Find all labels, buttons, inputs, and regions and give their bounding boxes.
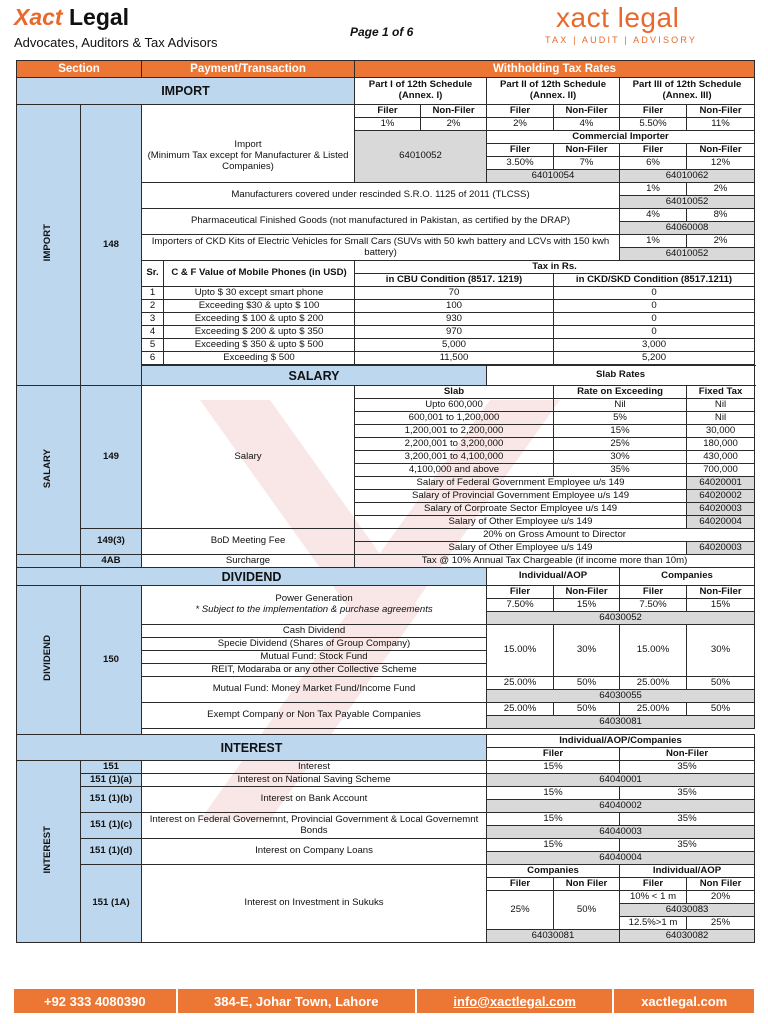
table-row: 4,100,000 and above 35% 700,000 [17, 464, 755, 477]
table-row: 6 Exceeding $ 500 11,500 5,200 [17, 352, 755, 365]
logo-xact-text: Xact [14, 4, 63, 30]
bod-label: BoD Meeting Fee [142, 529, 355, 555]
bod-section-no: 149(3) [81, 529, 142, 555]
table-row: Salary of Other Employee u/s 149 64020004 [17, 516, 755, 529]
part1-header: Part I of 12th Schedule (Annex. I) [355, 78, 487, 105]
footer-phone[interactable]: +92 333 4080390 [14, 989, 176, 1013]
power-generation-label: Power Generation * Subject to the implementation & purchase agreements [142, 586, 487, 625]
table-row: 2 Exceeding $30 & upto $ 100 100 0 [17, 300, 755, 313]
import-main-label: Import (Minimum Tax except for Manufacturer & Listed Companies) [142, 131, 355, 183]
salary-title: SALARY [142, 366, 487, 386]
sukuk-label: Interest on Investment in Sukuks [142, 865, 487, 943]
phones-value-header: C & F Value of Mobile Phones (in USD) [164, 261, 355, 287]
footer-email-link[interactable]: info@xactlegal.com [417, 989, 612, 1013]
surcharge-section-no: 4AB [81, 555, 142, 568]
contact-footer [14, 989, 754, 1013]
table-row: 3,200,001 to 4,100,000 30% 430,000 [17, 451, 755, 464]
salary-label: Salary [142, 386, 355, 529]
footer-address: 384-E, Johar Town, Lahore [178, 989, 415, 1013]
brand-logo [14, 4, 129, 31]
import-row-label: Manufacturers covered under rescinded S.R.O. 1125 of 2011 (TLCSS) [142, 183, 620, 209]
table-row: Salary of Corproate Sector Employee u/s 149 64020003 [17, 503, 755, 516]
import-main-code: 64010052 [355, 131, 487, 183]
table-row: Upto 600,000 Nil Nil [17, 399, 755, 412]
import-row-label: Importers of CKD Kits of Electric Vehicles for Small Cars (SUVs with 50 kwh battery and LCVs with 150 kwh battery) [142, 235, 620, 261]
header-payment: Payment/Transaction [142, 61, 355, 78]
right-logo: xact legal [556, 2, 680, 33]
salary-section-no: 149 [81, 386, 142, 529]
import-title: IMPORT [17, 78, 355, 105]
table-row: 600,001 to 1,200,000 5% Nil [17, 412, 755, 425]
right-logo-tagline: TAX | AUDIT | ADVISORY [545, 35, 698, 45]
import-section-no: 148 [81, 105, 142, 386]
surcharge-label: Surcharge [142, 555, 355, 568]
table-row: Salary of Provincial Government Employee u/s 149 64020002 [17, 490, 755, 503]
dividend-title: DIVIDEND [17, 568, 487, 586]
salary-vertical-label: SALARY [17, 386, 81, 555]
page-header [0, 0, 768, 58]
table-row: 1 Upto $ 30 except smart phone 70 0 [17, 287, 755, 300]
table-row: 5 Exceeding $ 350 & upto $ 500 5,000 3,000 [17, 339, 755, 352]
commercial-importer-header: Commercial Importer [487, 131, 755, 144]
withholding-tax-table: Section Payment/Transaction Withholding Tax Rates IMPORT Part I of 12th Schedule (Annex. I) Part II of 12th Schedule (Annex. II) Part III of 12th Schedule (Annex. III) IMPORT 148 Filer Non-Filer Filer Non-Filer Filer Non-Filer 1% 2% 2% 4% 5.50% 11% Import (Minimum Tax except for Manufacturer & Listed Companies) 64010052 Commercial Importer Filer Non-Filer Filer Non-Filer 3.50% 7% 6% 12% 64010054 64010062 Manufacturers covered under rescinded S.R.O. 1125 of 2011 (TLCSS) 1% 2% 64010052 Pharmaceutical Finished Goods (not manufactured in Pakistan, as certified by the DRAP) 4% 8% 64060008 Importers of CKD Kits of Electric Vehicles for Small Cars (SUVs with 50 kwh battery and LCVs with 150 kwh battery) 1% 2% 64010052 Sr. C & F Value of Mobile Phones (in USD) Tax in Rs. in CBU Condition (8517. 1219) in CKD/SKD Condition (8517.1211) 1 Upto $ 30 except smart phone 70 0 2 Exceeding $30 & upto $ 100 100 0 3 Exceeding $ 100 & upto $ 200 930 0 4 Exceeding $ 200 & upto $ 350 970 0 5 Exceeding $ 350 & upto $ 500 5,000 3,000 6 Exceeding $ 500 11,500 5,200 SALARY Slab Rates SALARY 149 Salary Slab Rate on Exceeding Fixed Tax Upto 600,000 Nil Nil 600,001 to 1,200,000 5% Nil 1,200,001 to 2,200,000 15% 30,000 2,200,001 to 3,200,000 25% 180,000 3,200,001 to 4,100,000 30% 430,000 4,100,000 and above 35% 700,000 Salary of Federal Government Employee u/s 149 64020001 Salary of Provincial Government Employee u/s 149 64020002 Salary of Corproate Sector Employee u/s 149 64020003 Salary of Other Employee u/s 149 64020004 149(3) BoD Meeting Fee 20% on Gross Amount to Director Salary of Other Employee u/s 149 64020003 4AB Surcharge Tax @ 10% Annual Tax Chargeable (if income more than 10m) DIVIDEND Individual/AOP Companies DIVIDEND 150 Power Generation * Subject to the implementation & purchase agreements Filer Non-Filer Filer Non-Filer 7.50% 15% 7.50% 15% 64030052 Cash Dividend 15.00% 30% 15.00% 30% Specie Dividend (Shares of Group Company) Mutual Fund: Stock Fund REIT, Modaraba or any other Collective Scheme Mutual Fund: Money Market Fund/Income Fund 25.00% 50% 25.00% 50% 64030055 Exempt Company or Non Tax Payable Companies 25.00% 50% 25.00% 50% 64030081 INTEREST Individual/AOP/Companies Filer Non-Filer INTEREST 151 Interest 15% 35% 151 (1)(a) Interest on National Saving Scheme 64040001 151 (1)(b) Interest on Bank Account 15% 35% 64040002 151 (1)(c) Interest on Federal Governemnt, Provincial Government & Local Governemnt Bonds 15% 35% 64040003 151 (1)(d) Interest on Company Loans 15% 35% 64040004 151 (1A) Interest on Investment in Sukuks Companies Individual/AOP Filer Non Filer Filer Non Filer 25% 50% 10% < 1 m 20% 64030083 12.5%>1 m 25% 64030081 64030082 [16, 60, 755, 943]
table-row: 1,200,001 to 2,200,000 15% 30,000 [17, 425, 755, 438]
bod-rate: 20% on Gross Amount to Director [355, 529, 755, 542]
dividend-vertical-label: DIVIDEND [17, 586, 81, 735]
interest-title: INTEREST [17, 735, 487, 761]
dividend-section-no: 150 [81, 586, 142, 735]
page-number: Page 1 of 6 [350, 25, 414, 39]
slab-rates-header: Slab Rates [487, 366, 755, 386]
phones-tax-header: Tax in Rs. [355, 261, 755, 274]
sukuk-section-no: 151 (1A) [81, 865, 142, 943]
part3-header: Part III of 12th Schedule (Annex. III) [620, 78, 755, 105]
footer-website-link[interactable]: xactlegal.com [614, 989, 754, 1013]
interest-vertical-label: INTEREST [17, 761, 81, 943]
phones-sr-header: Sr. [142, 261, 164, 287]
table-row: Salary of Federal Government Employee u/s 149 64020001 [17, 477, 755, 490]
import-row-label: Pharmaceutical Finished Goods (not manufactured in Pakistan, as certified by the DRAP) [142, 209, 620, 235]
header-section: Section [17, 61, 142, 78]
table-row: 4 Exceeding $ 200 & upto $ 350 970 0 [17, 326, 755, 339]
table-row: 3 Exceeding $ 100 & upto $ 200 930 0 [17, 313, 755, 326]
logo-legal-text: Legal [62, 4, 130, 30]
header-rates: Withholding Tax Rates [355, 61, 755, 78]
brand-tagline: Advocates, Auditors & Tax Advisors [14, 35, 218, 50]
table-header-row [17, 61, 755, 78]
part2-header: Part II of 12th Schedule (Annex. II) [487, 78, 620, 105]
surcharge-text: Tax @ 10% Annual Tax Chargeable (if income more than 10m) [355, 555, 755, 568]
import-vertical-label: IMPORT [17, 105, 81, 386]
table-row: 2,200,001 to 3,200,000 25% 180,000 [17, 438, 755, 451]
